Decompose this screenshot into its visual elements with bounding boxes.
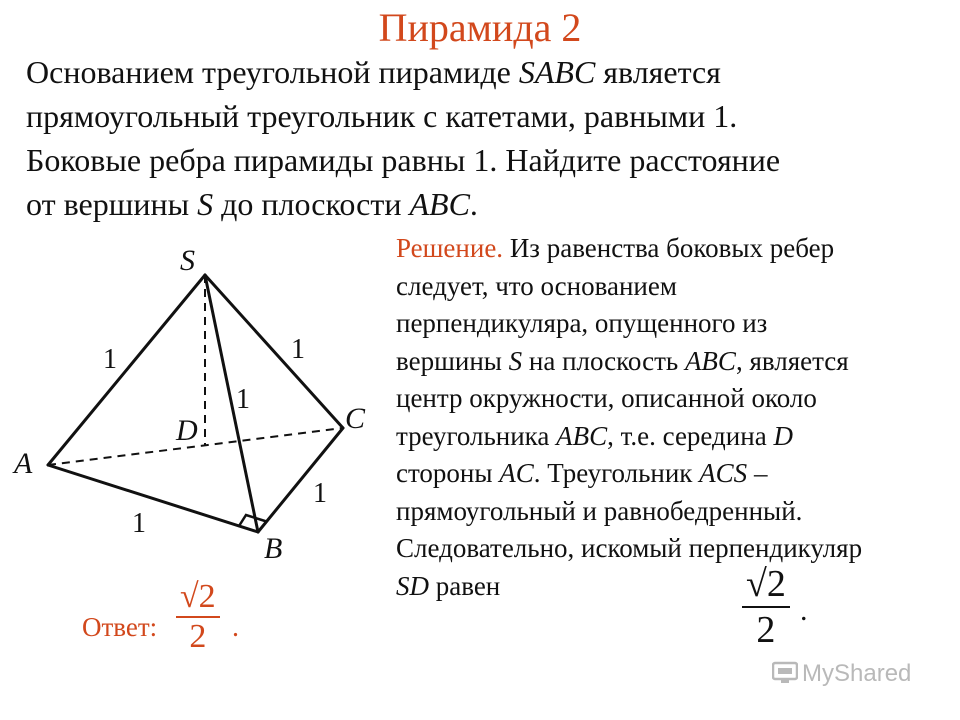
right-angle-mark <box>239 515 265 526</box>
edge-bc <box>258 428 343 532</box>
math-var: ABC <box>556 420 608 451</box>
edge-label-bc: 1 <box>313 478 327 509</box>
answer-fraction <box>176 578 220 656</box>
problem-text: от вершины <box>26 186 198 222</box>
fraction-numerator: √2 <box>742 562 790 608</box>
edge-sb <box>205 275 258 532</box>
solution-fraction <box>742 562 790 652</box>
solution-line: , т.е. середина <box>607 420 774 451</box>
solution-line: . Треугольник <box>533 458 700 488</box>
math-var: D <box>773 420 793 451</box>
edge-label-sc: 1 <box>291 334 305 365</box>
plane-abc: ABC <box>409 186 470 222</box>
label-s: S <box>180 244 195 277</box>
problem-text: Основанием треугольной пирамиде <box>26 54 519 90</box>
solution-line: треугольника <box>396 420 557 451</box>
solution-line: – <box>747 458 768 488</box>
math-var: SD <box>396 570 429 601</box>
edge-ab <box>48 465 258 532</box>
math-var: AC <box>499 458 534 488</box>
solution-line: вершины <box>396 345 509 376</box>
solution-line: Из равенства боковых ребер <box>503 233 835 263</box>
problem-text: до плоскости <box>213 186 410 222</box>
pyramid-name: SABC <box>518 54 596 90</box>
edge-label-sb: 1 <box>236 384 250 415</box>
problem-text: . <box>469 186 478 222</box>
pyramid-figure <box>0 230 390 580</box>
edge-label-ab: 1 <box>132 508 146 539</box>
problem-text: является <box>595 54 721 90</box>
math-var: S <box>508 345 523 376</box>
answer-label: Ответ: <box>82 612 158 642</box>
fraction-denominator: 2 <box>756 609 776 651</box>
vertex-s: S <box>197 186 214 222</box>
edge-label-sa: 1 <box>103 344 117 375</box>
solution-fraction-dot: . <box>800 594 808 627</box>
fraction-denominator: 2 <box>189 618 207 655</box>
page-title: Пирамида 2 <box>378 5 582 50</box>
label-c: C <box>345 402 366 435</box>
solution-line: на плоскость <box>522 345 685 376</box>
solution-label: Решение. <box>396 233 504 263</box>
problem-statement <box>26 50 936 226</box>
edge-sc <box>205 275 343 428</box>
problem-text: Боковые ребра пирамиды равны 1. Найдите расстояние <box>26 142 781 178</box>
fraction-numerator: √2 <box>176 578 220 618</box>
solution-line: Следовательно, искомый перпендикуляр <box>396 533 863 563</box>
solution-line: равен <box>429 570 501 601</box>
solution-line: прямоугольный и равнобедренный. <box>396 495 803 526</box>
solution-line: следует, что основанием <box>396 270 677 301</box>
math-var: ABC <box>684 345 736 376</box>
label-d: D <box>176 414 198 447</box>
solution-line: перпендикуляра, опущенного из <box>396 308 768 338</box>
myshared-logo-icon <box>772 661 798 685</box>
label-b: B <box>264 532 283 565</box>
solution-line: центр окружности, описанной около <box>396 383 817 413</box>
solution-line: , является <box>735 345 849 376</box>
answer-dot: . <box>232 612 239 643</box>
watermark-text: MyShared <box>802 660 912 687</box>
label-a: A <box>14 447 33 480</box>
solution-text <box>396 230 946 605</box>
solution-line: стороны <box>396 458 500 488</box>
problem-text: прямоугольный треугольник с катетами, равными 1. <box>26 98 738 134</box>
math-var: ACS <box>699 458 748 488</box>
